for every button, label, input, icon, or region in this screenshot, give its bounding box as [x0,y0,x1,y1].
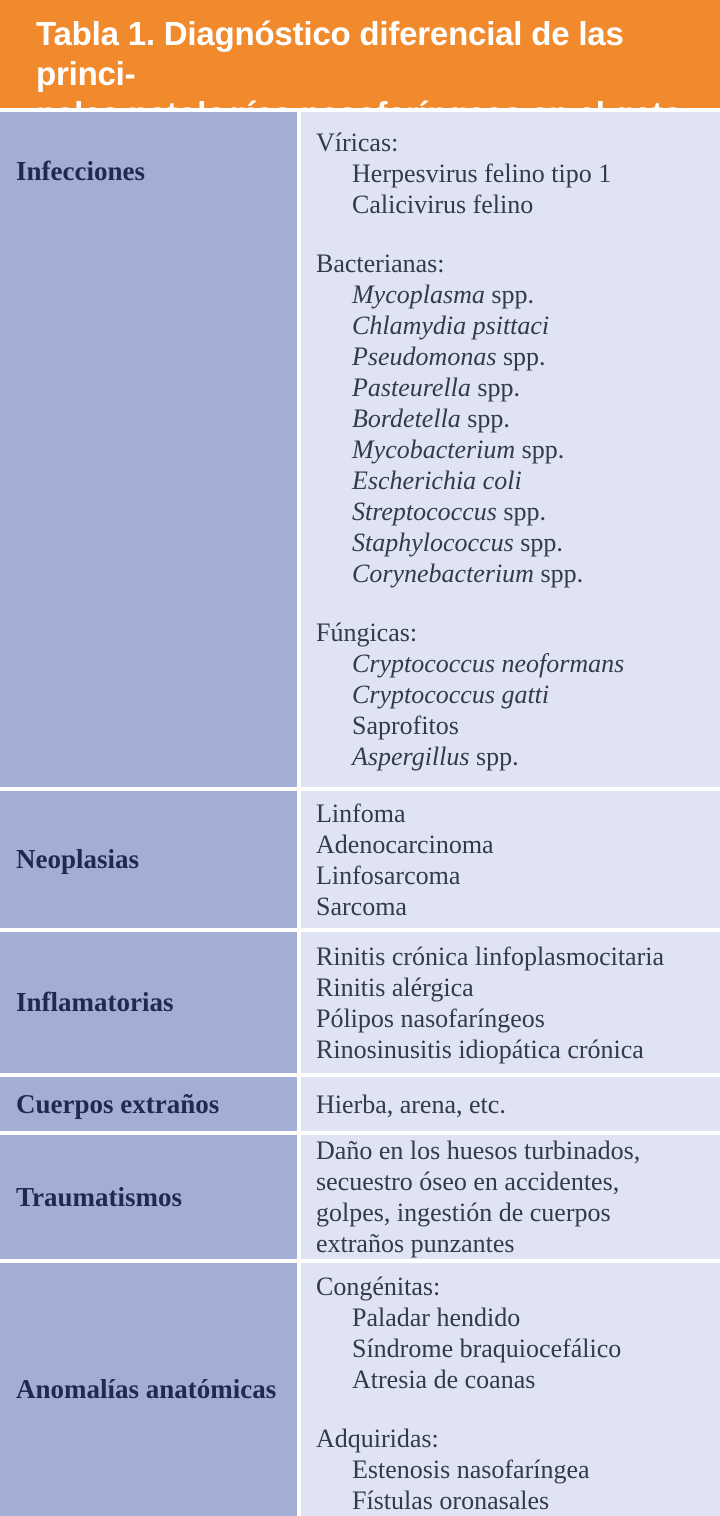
detail-line [316,1135,714,1166]
category-cell [0,1135,297,1259]
detail-line [316,972,714,1003]
detail-text-italic: Streptococcus [352,497,497,526]
detail-line [316,941,714,972]
details-cell [301,932,720,1073]
detail-text-italic: Cryptococcus gatti [352,680,550,709]
detail-text: spp. [496,342,546,371]
detail-text: spp. [513,528,563,557]
detail-text: Rinosinusitis idiopática crónica [316,1034,644,1064]
detail-line [316,1423,714,1454]
line-spacer [316,1395,714,1423]
category-cell [0,112,297,787]
detail-text-italic: Bordetella [352,404,461,433]
category-cell [0,791,297,928]
category-cell [0,932,297,1073]
table-title-bar [0,0,720,108]
detail-text: spp. [496,497,547,526]
category-label: Cuerpos extraños [16,1088,220,1119]
table-row [0,791,720,928]
detail-text-italic: Pseudomonas [352,342,497,371]
detail-line [316,434,714,465]
detail-line [316,341,714,372]
detail-line [316,798,714,829]
detail-line [316,741,714,772]
detail-line [316,679,714,710]
detail-text: Linfosarcoma [316,860,461,890]
detail-text-italic: Aspergillus [352,742,470,771]
detail-text-italic: Mycoplasma [352,280,485,309]
detail-line [316,1302,714,1333]
detail-line [316,527,714,558]
detail-line [316,1271,714,1302]
table-body [0,112,720,1516]
detail-line [316,860,714,891]
detail-line [316,248,714,279]
detail-text: Herpesvirus felino tipo 1 [352,159,612,188]
detail-text: Fístulas oronasales [352,1486,550,1515]
detail-line [316,648,714,679]
detail-text-italic: Mycobacterium [352,435,516,464]
detail-line [316,465,714,496]
category-label: Anomalías anatómicas [16,1374,277,1404]
detail-text-italic: Escherichia coli [352,466,522,495]
category-label: Neoplasias [16,844,140,874]
detail-text: Pólipos nasofaríngeos [316,1003,545,1033]
detail-text: spp. [515,435,565,464]
detail-line [316,829,714,860]
detail-text: Adquiridas: [316,1424,439,1453]
detail-line [316,558,714,589]
detail-text: Adenocarcinoma [316,829,494,859]
table-row [0,1135,720,1259]
detail-line [316,1364,714,1395]
detail-text: Síndrome braquiocefálico [352,1334,622,1363]
category-label: Infecciones [16,156,145,186]
detail-line [316,1003,714,1034]
detail-text: extraños punzantes [316,1229,515,1258]
detail-text: spp. [460,404,510,433]
detail-line [316,1034,714,1065]
detail-line [316,1166,714,1197]
detail-line [316,1228,714,1259]
detail-line [316,1333,714,1364]
details-cell [301,1135,720,1259]
detail-line [316,1197,714,1228]
detail-text: Rinitis alérgica [316,972,474,1002]
detail-text: secuestro óseo en accidentes, [316,1167,620,1196]
detail-text: Paladar hendido [352,1303,521,1332]
table-row [0,932,720,1073]
detail-text: spp. [484,280,534,309]
line-spacer [316,220,714,248]
detail-text: Linfoma [316,798,406,828]
detail-line [316,189,714,220]
detail-text-italic: Pasteurella [352,373,471,402]
detail-text: Estenosis nasofaríngea [352,1455,590,1484]
detail-line [316,403,714,434]
detail-text: Daño en los huesos turbinados, [316,1136,641,1165]
detail-line [316,310,714,341]
table-row [0,1263,720,1516]
detail-text-italic: Chlamydia psittaci [352,311,550,340]
detail-text: spp. [470,373,521,402]
table-row [0,112,720,787]
detail-line [316,496,714,527]
details-cell [301,791,720,928]
detail-text: Fúngicas: [316,618,418,647]
detail-text: spp. [469,742,519,771]
line-spacer [316,589,714,617]
detail-line [316,1089,714,1120]
details-cell [301,112,720,787]
detail-text: Hierba, arena, etc. [316,1089,506,1119]
detail-text: Bacterianas: [316,249,445,278]
detail-text-italic: Cryptococcus neoformans [352,649,625,678]
detail-line [316,1454,714,1485]
detail-line [316,372,714,403]
detail-line [316,617,714,648]
details-cell [301,1077,720,1131]
table-title-line1: Tabla 1. Diagnóstico diferencial de las princi- [36,15,624,92]
detail-line [316,158,714,189]
detail-text: Sarcoma [316,891,407,921]
category-cell [0,1263,297,1516]
detail-text: Saprofitos [352,711,459,740]
detail-text: Rinitis crónica linfoplasmocitaria [316,941,665,971]
detail-text: Calicivirus felino [352,190,534,219]
detail-text: spp. [533,559,584,588]
detail-text-italic: Staphylococcus [352,528,514,557]
category-label: Traumatismos [16,1181,182,1212]
detail-line [316,127,714,158]
category-cell [0,1077,297,1131]
detail-line [316,710,714,741]
detail-line [316,891,714,922]
detail-line [316,279,714,310]
detail-text-italic: Corynebacterium [352,559,534,588]
detail-text: Víricas: [316,128,399,157]
table-row [0,1077,720,1131]
detail-text: Atresia de coanas [352,1365,536,1394]
detail-text: Congénitas: [316,1272,441,1301]
category-label: Inflamatorias [16,987,174,1017]
details-cell [301,1263,720,1516]
detail-text: golpes, ingestión de cuerpos [316,1198,611,1227]
